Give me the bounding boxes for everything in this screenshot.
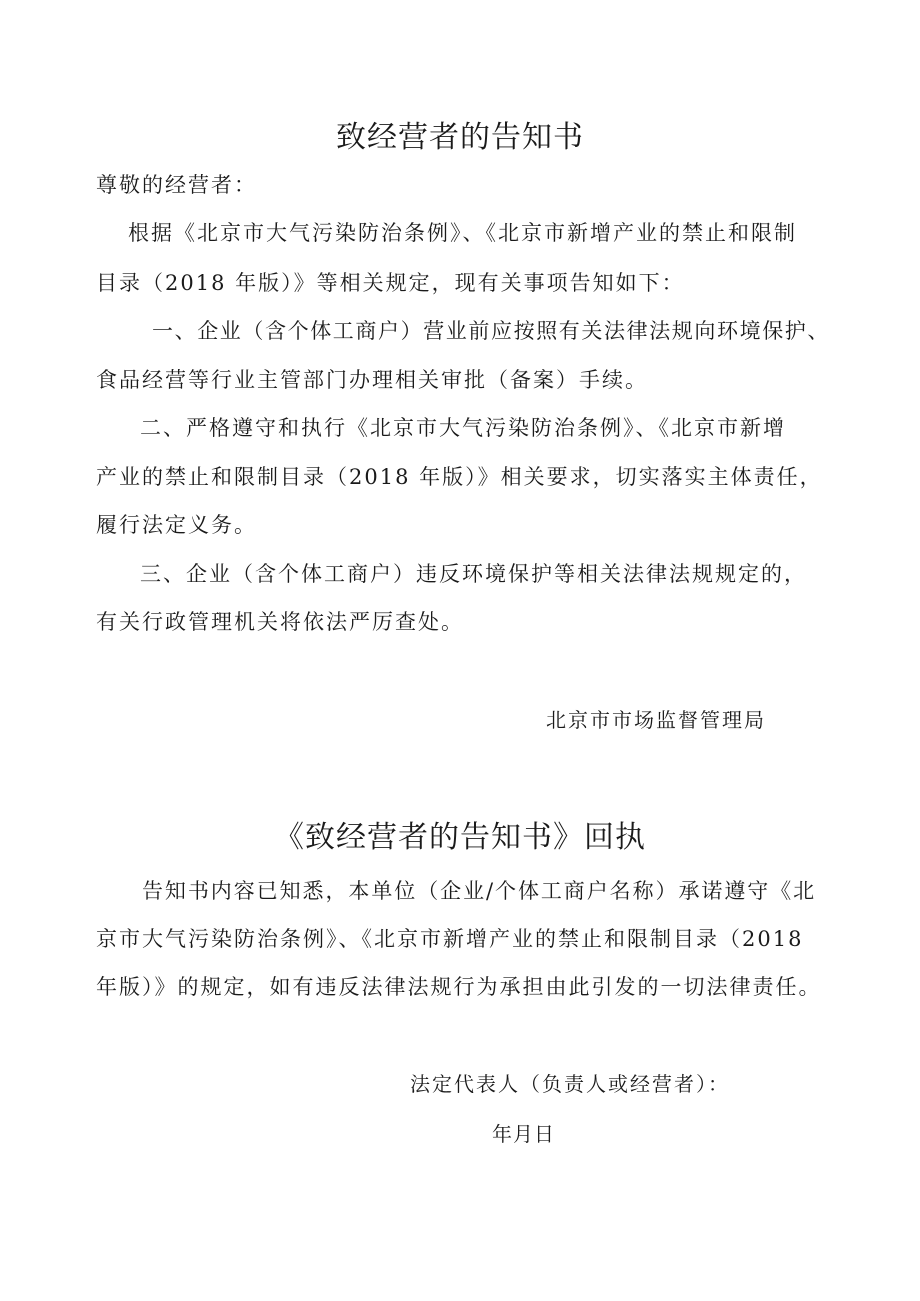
item2-line-2: 产业的禁止和限制目录（2018 年版）》相关要求，切实落实主体责任，: [96, 465, 823, 489]
item2-line-3: 履行法定义务。: [96, 513, 257, 537]
intro-line-2: 目录（2018 年版）》等相关规定，现有关事项告知如下：: [96, 271, 685, 295]
signatory: 北京市市场监督管理局: [546, 708, 766, 732]
intro-line-1: 根据《北京市大气污染防治条例》、《北京市新增产业的禁止和限制: [128, 221, 797, 245]
receipt-line-1: 告知书内容已知悉，本单位（企业/个体工商户名称）承诺遵守《北: [142, 879, 817, 903]
receipt-line-3: 年版）》的规定，如有违反法律法规行为承担由此引发的一切法律责任。: [96, 975, 822, 999]
receipt-title: 《致经营者的告知书》回执: [274, 820, 646, 855]
representative-label: 法定代表人（负责人或经营者）：: [410, 1072, 730, 1096]
receipt-line-2: 京市大气污染防治条例》、《北京市新增产业的禁止和限制目录（2018: [96, 927, 804, 951]
salutation: 尊敬的经营者：: [96, 173, 257, 197]
item1-line-2: 食品经营等行业主管部门办理相关审批（备案）手续。: [96, 368, 648, 392]
item3-line-2: 有关行政管理机关将依法严厉查处。: [96, 610, 464, 634]
item3-line-1: 三、企业（含个体工商户）违反环境保护等相关法律法规规定的，: [140, 562, 807, 586]
item1-line-1: 一、企业（含个体工商户）营业前应按照有关法律法规向环境保护、: [152, 319, 830, 343]
notice-title: 致经营者的告知书: [336, 120, 584, 155]
item2-line-1: 二、严格遵守和执行《北京市大气污染防治条例》、《北京市新增: [140, 416, 786, 440]
date-label: 年月日: [492, 1122, 555, 1146]
